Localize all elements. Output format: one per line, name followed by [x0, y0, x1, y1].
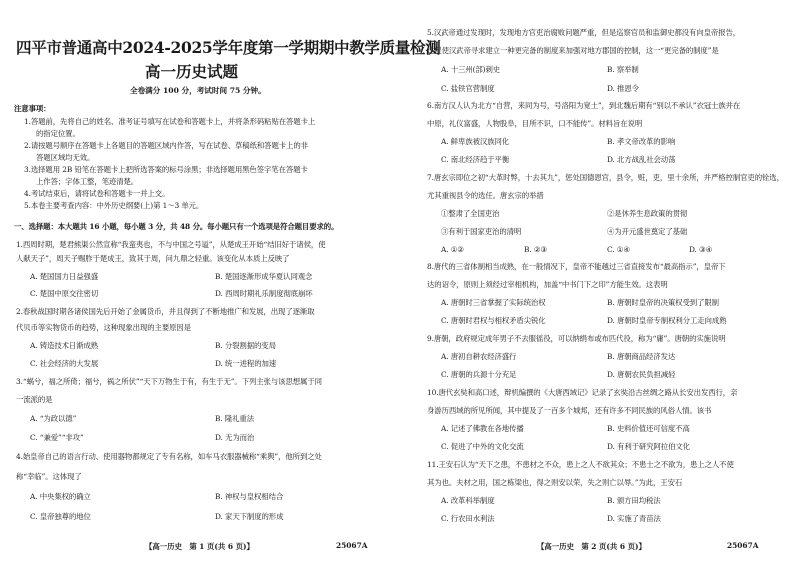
question-3-option-a: A. “为政以德” — [30, 414, 77, 423]
question-10-option-b: B. 史料价值还可信度不高 — [607, 424, 690, 433]
question-10-option-c: C. 促进了中外的文化交流 — [441, 442, 524, 451]
question-7-option-b: B. ②③ — [524, 245, 547, 254]
question-7-option-c: C. ①④ — [607, 245, 630, 254]
question-1-text: 人献天子”，周天子赐胙于楚成王，致其于周，问九鼎之轻重。该变化从本质上反映了 — [16, 254, 290, 263]
question-7-statement-3: ③有利于国家吏治的清明 — [441, 227, 522, 236]
question-1-option-a: A. 楚国国力日益强盛 — [30, 272, 99, 281]
question-5-option-b: B. 察举制 — [607, 65, 639, 74]
question-11-option-a: A. 改革科举制度 — [441, 496, 495, 505]
question-2-option-d: D. 统一进程的加速 — [215, 359, 277, 368]
question-8-option-b: B. 唐朝时皇帝的决策权受到了限制 — [607, 298, 719, 307]
notice-line: 答题区域均无效。 — [36, 153, 95, 162]
question-7-text: 尤其重视县令的选任。唐玄宗的举措 — [427, 191, 544, 200]
question-9-option-c: C. 唐朝的兵源十分充足 — [441, 370, 517, 379]
question-5-option-d: D. 推恩令 — [607, 84, 639, 93]
question-4-text: 4.始皇帝自己的语言行动、使用器物都规定了专有名称，如车马衣服器械称“乘舆”，他所到之处 — [16, 452, 322, 461]
question-2-option-b: B. 分裂割据的变局 — [215, 341, 276, 350]
question-8-option-c: C. 唐朝时君权与相权矛盾尖锐化 — [441, 316, 546, 325]
question-3-option-b: B. 隆礼重法 — [215, 414, 254, 423]
question-9-option-b: B. 唐朝商品经济发达 — [607, 352, 676, 361]
exam-title: 四平市普通高中2024-2025学年度第一学期期中教学质量检测 — [16, 38, 441, 57]
question-3-text: 3.“蜗兮，福之所倚；福兮，祸之所伏”“天下万物生于有，有生于无”。下列主张与该思想属于同 — [16, 377, 322, 386]
question-6-option-a: A. 鲜卑族被汉族同化 — [441, 137, 510, 146]
notice-line: 5.本卷主要考查内容：中外历史纲要(上)第 1～3 单元。 — [24, 201, 204, 210]
exam-meta: 全卷满分 100 分，考试时间 75 分钟。 — [130, 86, 266, 95]
question-6-option-d: D. 北方战乱社会动荡 — [607, 155, 676, 164]
section-heading: 一、选择题：本大题共 16 小题，每小题 3 分，共 48 分。每小题只有一个选项是符合题目要求的。 — [14, 222, 339, 231]
question-1-text: 1.西周时期，楚君熊渠公然宣称“我蛮夷也，不与中国之号谥”，从楚成王开始“结旧好于诸侯，使 — [16, 240, 326, 249]
exam-subtitle: 高一历史试题 — [145, 62, 239, 81]
question-6-option-b: B. 孝文帝改革的影响 — [607, 137, 676, 146]
question-2-option-a: A. 铸造技术日渐成熟 — [30, 341, 99, 350]
question-4-text: 称“幸临”。这体现了 — [16, 472, 82, 481]
question-3-text: 一流派的是 — [16, 395, 53, 404]
question-7-statement-1: ①整肃了全国吏治 — [441, 209, 500, 218]
notice-line: 3.选择题用 2B 铅笔在答题卡上把所选答案的标号涂黑；非选择题用黑色签字笔在答题卡 — [24, 165, 308, 174]
question-4-option-d: D. 家天下制度的形成 — [215, 512, 284, 521]
page-code: 25067A — [336, 541, 368, 550]
question-6-text: 6.南方汉人认为北方“自营，来同为号，号洛阳为宽土”，到北魏后期有“别以不承认”衣冠士族并在 — [427, 101, 741, 110]
notice-line: 上作答；字体工整，笔迹清楚。 — [36, 177, 139, 186]
question-7-statement-2: ②是休养生息政策的贯彻 — [607, 209, 688, 218]
question-3-option-c: C. “兼爱”“非攻” — [30, 433, 84, 442]
question-2-text: 2.春秋战国时期各诸侯国先后开始了金属货币，并且得到了不断地推广和发展，出现了逐渐取 — [16, 307, 315, 316]
question-1-option-b: B. 楚国逐渐形成华夏认同观念 — [215, 272, 313, 281]
question-11-option-c: C. 行农田水利法 — [441, 514, 495, 523]
question-9-option-a: A. 唐初自耕农经济盛行 — [441, 352, 517, 361]
page-code: 25067A — [727, 541, 759, 550]
question-5-text: 5.汉武帝通过发现时，发现地方官吏治腐败问题严重，但是巡察官员和监御史都没有向皇帝报告， — [427, 28, 741, 37]
question-8-option-d: D. 唐朝时皇帝专制权利分工走向成熟 — [607, 316, 727, 325]
page-footer: 【高一历史 第 1 页(共 6 页)】 — [145, 542, 254, 551]
question-7-statement-4: ④为开元盛世奠定了基础 — [607, 227, 688, 236]
question-6-text: 中原，礼仪富盛，人物股阜，目所不识，口不能传”。材料旨在说明 — [427, 119, 643, 128]
notice-heading: 注意事项： — [14, 104, 51, 113]
question-3-option-d: D. 无为而治 — [215, 433, 255, 442]
question-4-option-c: C. 皇帝独尊的地位 — [30, 512, 91, 521]
question-5-option-a: A. 十三州(部)刺史 — [441, 65, 501, 74]
question-10-option-a: A. 记述了佛教在各地传播 — [441, 424, 524, 433]
question-5-option-c: C. 盐铁官营制度 — [441, 84, 495, 93]
question-1-option-d: D. 西周时期礼乐制度彻底崩坏 — [215, 289, 313, 298]
page-footer: 【高一历史 第 2 页(共 6 页)】 — [537, 542, 646, 551]
question-8-text: 达的诏令，原则上须经过宰相机构，加盖“中书门下之印”方能生效。这表明 — [427, 280, 668, 289]
question-4-option-a: A. 中央集权的确立 — [30, 492, 91, 501]
question-11-option-b: B. 颁方田均税法 — [607, 496, 661, 505]
question-7-option-a: A. ①② — [441, 245, 464, 254]
question-11-option-d: D. 实施了青苗法 — [607, 514, 661, 523]
notice-line: 的指定位置。 — [36, 129, 80, 138]
notice-line: 4.考试结束后，请将试卷和答题卡一并上交。 — [24, 189, 170, 198]
question-7-text: 7.唐玄宗即位之初“大革时弊，十去其九”，惩处国德恩官，县令，赃，吏，里十余所，并严格控制官吏的铨选， — [427, 173, 784, 182]
question-10-text: 身游历西域的所见所闻，其中提及了一百多个城邦，还有许多不同民族的风俗人情。该书 — [427, 406, 712, 415]
question-6-option-c: C. 南北经济趋于平衡 — [441, 155, 510, 164]
exam-page-2 — [397, 0, 794, 561]
question-7-option-d: D. ③④ — [689, 245, 713, 254]
question-11-text: 11.王安石认为“天下之患，不患材之不众，患上之人不欲其众；不患士之不欲为，患上之人不使 — [427, 460, 734, 469]
notice-line: 2.请按题号顺序在答题卡上各题目的答题区域内作答，写在试卷、草稿纸和答题卡上的非 — [24, 141, 308, 150]
question-9-option-d: D. 唐朝农民负担减轻 — [607, 370, 676, 379]
question-11-text: 其为也。夫材之用，国之栋梁也，得之则安以荣，失之则亡以辱。”为此，王安石 — [427, 478, 683, 487]
question-2-option-c: C. 社会经济的大发展 — [30, 359, 99, 368]
question-1-option-c: C. 楚国中原交往密切 — [30, 289, 99, 298]
question-5-text: 这促使汉武帝寻求建立一种更完备的制度来加强对地方郡国的控制，这一“更完备的制度”是 — [427, 46, 719, 55]
question-2-text: 代贝币等实物货币的趋势，这种现象出现的主要原因是 — [16, 323, 191, 332]
question-10-text: 10.唐代玄奘和高口述，辩机编撰的《大唐西域记》记录了玄奘沿古丝绸之路从长安出发西行，亲 — [427, 388, 738, 397]
question-8-option-a: A. 唐朝时三省掌握了实际统治权 — [441, 298, 546, 307]
question-8-text: 8.唐代的三省体制相当成熟，在一般情况下，皇帝不能越过三省直接发布“最高指示”，皇帝下 — [427, 262, 726, 271]
question-10-option-d: D. 有利于研究阿拉伯文化 — [607, 442, 690, 451]
notice-line: 1.答题前，先将自己的姓名、准考证号填写在试卷和答题卡上，并将条形码粘贴在答题卡上 — [24, 117, 316, 126]
question-9-text: 9.唐朝，政府规定成年男子不去服徭役，可以纳绢布或布匹代役，称为“庸”。唐朝的实施说明 — [427, 334, 726, 343]
question-4-option-b: B. 神权与皇权相结合 — [215, 492, 284, 501]
